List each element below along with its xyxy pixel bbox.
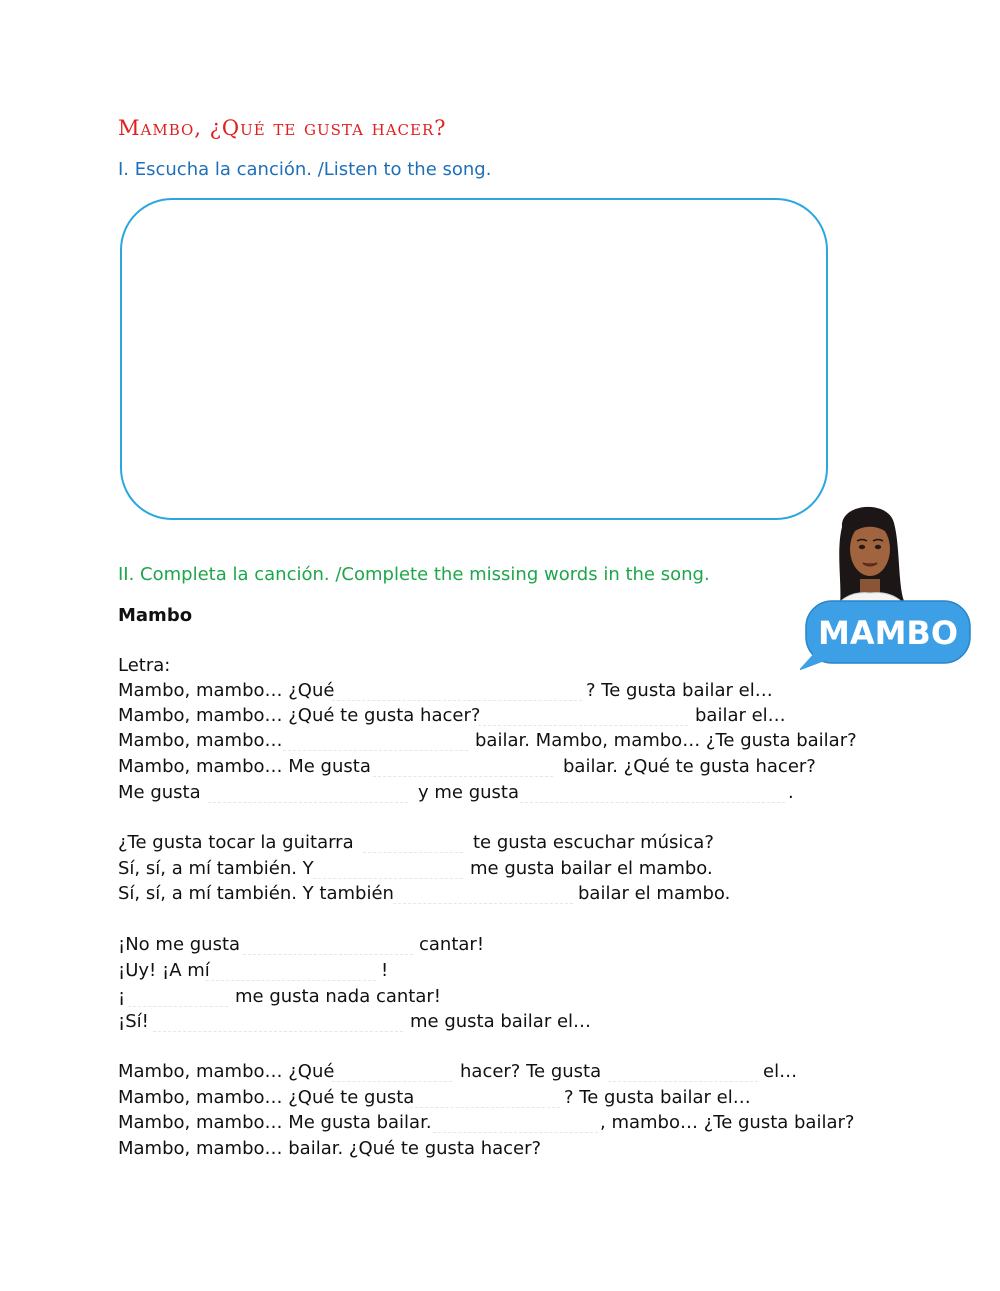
avatar-bubble-text: MAMBO — [817, 614, 959, 652]
lyric-line-1 — [118, 680, 838, 704]
lyric-text: bailar el mambo. — [578, 883, 731, 904]
lyric-line-13 — [118, 1061, 838, 1085]
lyric-line-8 — [118, 883, 838, 907]
lyric-text: hacer? Te gusta — [460, 1061, 602, 1082]
lyric-line-10 — [118, 960, 838, 984]
worksheet-title: Mambo, ¿Qué te gusta hacer? — [118, 116, 447, 140]
video-player-frame[interactable] — [120, 198, 828, 520]
lyrics-text: Letra: — [118, 655, 171, 676]
lyric-line-3 — [118, 730, 878, 754]
lyric-text: Mambo, mambo… ¿Qué te gusta hacer? — [118, 705, 481, 726]
lyric-line-15 — [118, 1112, 878, 1136]
avatar — [800, 505, 975, 675]
lyric-text: bailar el… — [695, 705, 786, 726]
lyric-text: ¡ — [118, 986, 126, 1007]
lyric-text: ? Te gusta bailar el… — [586, 680, 773, 701]
lyric-text: Sí, sí, a mí también. Y también — [118, 883, 394, 904]
lyric-line-7 — [118, 858, 838, 882]
lyric-line-2 — [118, 705, 838, 729]
lyric-text: te gusta escuchar música? — [473, 832, 714, 853]
section-1-instruction: I. Escucha la canción. /Listen to the song. — [118, 159, 492, 180]
lyric-line-14 — [118, 1087, 838, 1111]
lyric-text: Mambo, mambo… bailar. ¿Qué te gusta hacer? — [118, 1138, 542, 1159]
lyric-text: ! — [381, 960, 389, 981]
lyric-text: Mambo, mambo… Me gusta — [118, 756, 371, 777]
lyric-text: ¡Sí! — [118, 1011, 149, 1032]
lyric-text: Mambo, mambo… — [118, 730, 283, 751]
lyric-text: . — [788, 782, 794, 803]
lyric-text: Mambo, mambo… ¿Qué te gusta — [118, 1087, 415, 1108]
lyric-text: me gusta bailar el mambo. — [470, 858, 713, 879]
lyric-line-12 — [118, 1011, 838, 1035]
lyric-line-9 — [118, 934, 838, 958]
song-title: Mambo — [118, 605, 193, 626]
lyric-text: bailar. ¿Qué te gusta hacer? — [563, 756, 816, 777]
lyric-text: Me gusta — [118, 782, 201, 803]
lyric-line-16 — [118, 1138, 838, 1162]
lyric-text: cantar! — [419, 934, 485, 955]
lyric-text: Sí, sí, a mí también. Y — [118, 858, 314, 879]
lyric-text: Mambo, mambo… ¿Qué — [118, 680, 335, 701]
lyric-text: bailar. Mambo, mambo… ¿Te gusta bailar? — [475, 730, 857, 751]
lyrics-label — [118, 655, 318, 679]
lyric-text: me gusta bailar el… — [410, 1011, 592, 1032]
lyric-text: ¿Te gusta tocar la guitarra — [118, 832, 354, 853]
lyric-text: Mambo, mambo… Me gusta bailar. — [118, 1112, 432, 1133]
lyric-text: , mambo… ¿Te gusta bailar? — [600, 1112, 855, 1133]
lyric-text: ? Te gusta bailar el… — [564, 1087, 751, 1108]
lyric-text: ¡Uy! ¡A mí — [118, 960, 210, 981]
lyric-text: el… — [763, 1061, 798, 1082]
lyric-line-4 — [118, 756, 838, 780]
lyric-text: Mambo, mambo… ¿Qué — [118, 1061, 335, 1082]
lyric-line-6 — [118, 832, 838, 856]
lyric-text: me gusta nada cantar! — [235, 986, 442, 1007]
lyric-line-5 — [118, 782, 838, 806]
section-2-instruction: II. Completa la canción. /Complete the missing words in the song. — [118, 564, 710, 585]
lyric-text: ¡No me gusta — [118, 934, 241, 955]
lyric-text: y me gusta — [418, 782, 520, 803]
lyric-line-11 — [118, 986, 838, 1010]
